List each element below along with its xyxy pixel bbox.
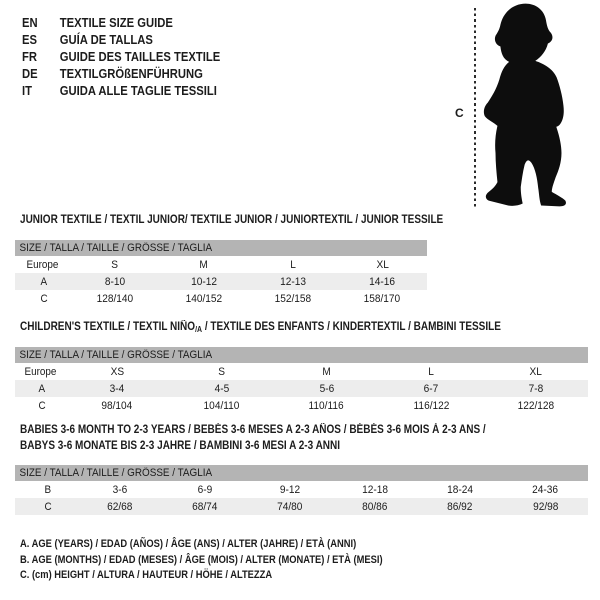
cell-value: 104/110 [203, 399, 240, 412]
babies-size-table [15, 465, 588, 515]
cell-value: 14-16 [369, 275, 396, 288]
cell-value: 128/140 [96, 292, 133, 305]
cell-value: 9-12 [279, 483, 301, 496]
language-code: ES [22, 33, 38, 47]
language-code: EN [22, 16, 38, 30]
row-label: B [44, 483, 51, 496]
size-header-row [15, 240, 427, 256]
cell-value: 3-4 [109, 382, 125, 395]
title-prefix: CHILDREN'S TEXTILE / TEXTIL NIÑO [20, 321, 196, 333]
height-measure-line [474, 8, 476, 208]
cell-value: 10-12 [190, 275, 217, 288]
language-row-it [22, 83, 220, 100]
children-table-title [20, 320, 573, 338]
cell-value: 122/128 [517, 399, 554, 412]
column-header: M [199, 258, 209, 271]
table-row-age [15, 380, 588, 397]
cell-value: 152/158 [274, 292, 312, 305]
column-header: XL [529, 365, 542, 378]
cell-value: 6-9 [197, 483, 213, 496]
column-header: L [428, 365, 434, 378]
cell-value: 7-8 [528, 382, 544, 395]
column-header: S [111, 258, 119, 271]
column-header: S [218, 365, 226, 378]
babies-table-title [20, 423, 555, 454]
size-header-label: SIZE / TALLA / TAILLE / GRÖSSE / TAGLIA [19, 242, 213, 254]
row-label: A [38, 382, 45, 395]
babies-table-title-line2: BABYS 3-6 MONATE BIS 2-3 JAHRE / BAMBINI 3-6 MESI A 2-3 ANNI [20, 439, 341, 452]
junior-table-title-text: JUNIOR TEXTILE / TEXTIL JUNIOR/ TEXTILE JUNIOR / JUNIORTEXTIL / JUNIOR TESSILE [20, 214, 444, 226]
cell-value: 18-24 [447, 483, 474, 496]
cell-value: 158/170 [364, 292, 401, 305]
row-label: A [40, 275, 48, 288]
cell-value: 80/86 [362, 500, 388, 513]
row-label: Europe [24, 365, 57, 378]
language-label: GUÍA DE TALLAS [59, 33, 153, 47]
cell-value: 12-18 [362, 483, 388, 496]
cell-value: 98/104 [101, 399, 133, 412]
language-code: FR [22, 50, 38, 64]
table-row-europe [15, 256, 427, 273]
cell-value: 68/74 [192, 500, 218, 513]
cell-value: 62/68 [106, 500, 133, 513]
table-row-europe [15, 363, 588, 380]
cell-value: 4-5 [214, 382, 230, 395]
cell-value: 6-7 [423, 382, 439, 395]
cell-value: 74/80 [277, 500, 303, 513]
table-row-height [15, 397, 588, 414]
language-label: TEXTILGRÖßENFÜHRUNG [59, 67, 203, 81]
language-code: DE [22, 67, 38, 81]
column-header: XL [376, 258, 389, 271]
children-size-table [15, 347, 588, 414]
cell-value: 12-13 [280, 275, 307, 288]
table-row-height [15, 290, 427, 307]
size-header-row [15, 465, 588, 481]
table-row-height [15, 498, 588, 515]
language-label: TEXTILE SIZE GUIDE [59, 16, 173, 30]
column-header: XS [110, 365, 125, 378]
size-header-label: SIZE / TALLA / TAILLE / GRÖSSE / TAGLIA [19, 467, 213, 479]
cell-value: 8-10 [104, 275, 125, 288]
language-list [22, 15, 242, 100]
baby-silhouette-icon [480, 3, 577, 210]
cell-value: 110/116 [308, 399, 345, 412]
table-row-age [15, 273, 427, 290]
baby-figure [450, 0, 598, 218]
row-label: Europe [26, 258, 59, 271]
column-header: M [322, 365, 331, 378]
cell-value: 116/122 [413, 399, 449, 412]
language-row-fr [22, 49, 220, 66]
babies-table-title-line1: BABIES 3-6 MONTH TO 2-3 YEARS / BEBÉS 3-6 MESES A 2-3 AÑOS / BÉBÉS 3-6 MOIS À 2-3 ANS / [20, 424, 486, 436]
footnotes [20, 537, 447, 584]
footnote-age-years: A. AGE (YEARS) / EDAD (AÑOS) / ÂGE (ANS) / ALTER (JAHRE) / ETÀ (ANNI) [20, 538, 357, 550]
children-table-title-text [20, 320, 501, 338]
cell-value: 86/92 [447, 500, 473, 513]
junior-table-title [20, 213, 506, 229]
language-row-en [22, 15, 220, 32]
junior-size-table [15, 240, 427, 307]
table-row-age-months [15, 481, 588, 498]
row-label: C [44, 500, 52, 513]
title-suffix: / TEXTILE DES ENFANTS / KINDERTEXTIL / BAMBINI TESSILE [202, 321, 501, 333]
cell-value: 24-36 [532, 483, 559, 496]
cell-value: 92/98 [532, 500, 559, 513]
language-code: IT [22, 84, 32, 98]
footnote-height: C. (cm) HEIGHT / ALTURA / HAUTEUR / HÖHE / ALTEZZA [20, 569, 273, 582]
row-label: C [38, 399, 46, 412]
height-measure-label: C [455, 106, 464, 120]
language-row-es [22, 32, 220, 49]
cell-value: 140/152 [185, 292, 223, 305]
title-subscript: /A [195, 325, 203, 334]
cell-value: 5-6 [319, 382, 334, 395]
footnote-age-months: B. AGE (MONTHS) / EDAD (MESES) / ÂGE (MOIS) / ALTER (MONATE) / ETÀ (MESI) [20, 553, 383, 566]
column-header: L [290, 258, 296, 271]
language-label: GUIDE DES TAILLES TEXTILE [59, 50, 221, 64]
language-row-de [22, 66, 220, 83]
cell-value: 3-6 [112, 483, 127, 496]
size-header-label: SIZE / TALLA / TAILLE / GRÖSSE / TAGLIA [19, 349, 213, 361]
language-label: GUIDA ALLE TAGLIE TESSILI [59, 84, 217, 98]
size-header-row [15, 347, 588, 363]
row-label: C [40, 292, 48, 305]
